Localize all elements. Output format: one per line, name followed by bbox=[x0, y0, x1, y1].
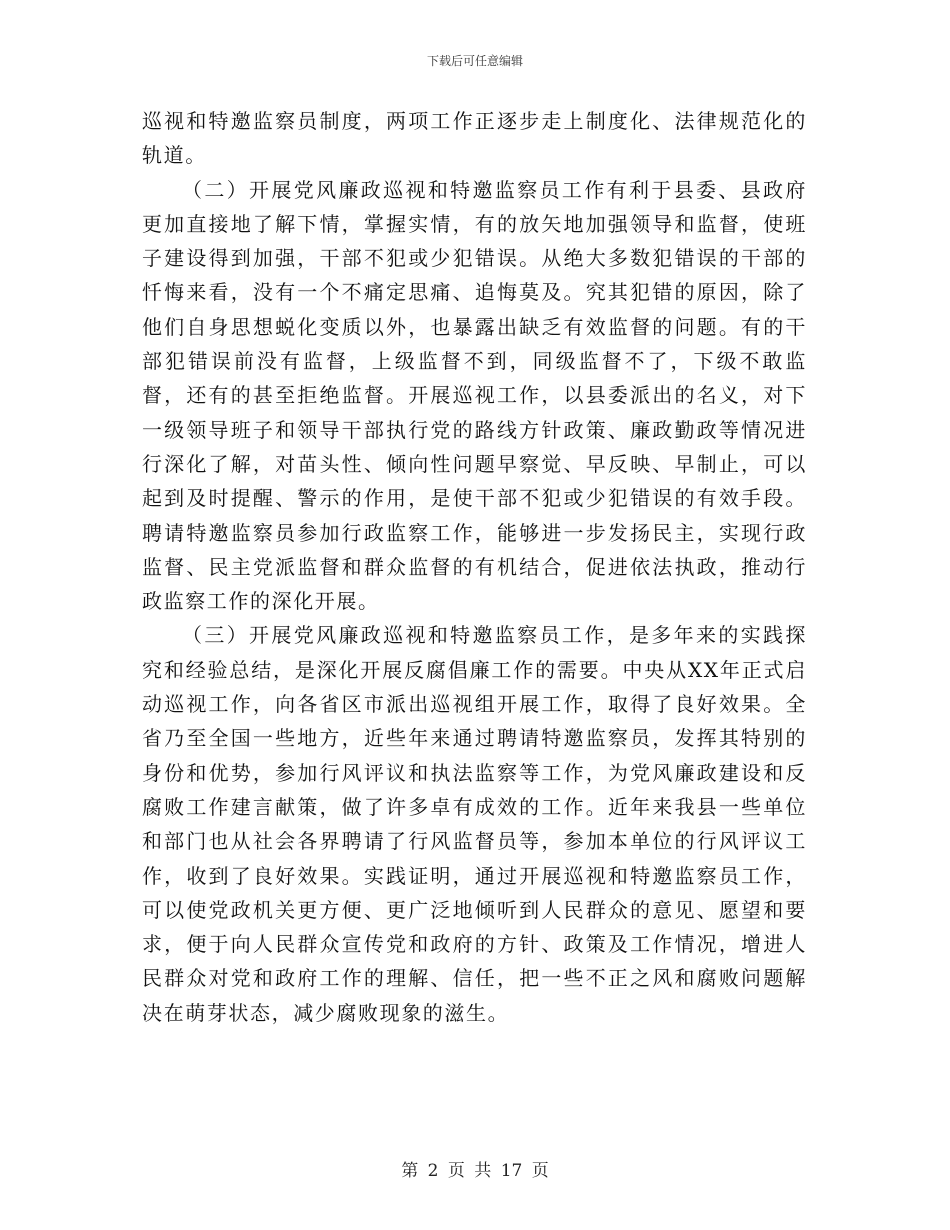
paragraph-continuation: 巡视和特邀监察员制度，两项工作正逐步走上制度化、法律规范化的轨道。 bbox=[142, 109, 807, 168]
page-header-note: 下载后可任意编辑 bbox=[426, 54, 523, 68]
document-body bbox=[142, 104, 807, 1030]
paragraph-section-2: （二）开展党风廉政巡视和特邀监察员工作有利于县委、县政府更加直接地了解下情，掌握实情，有的放矢地加强领导和监督，使班子建设得到加强，干部不犯或少犯错误。从绝大多数犯错误的干部的忏悔来看，没有一个不痛定思痛、追悔莫及。究其犯错的原因，除了他们自身思想蜕化变质以外，也暴露出缺乏有效监督的问题。有的干部犯错误前没有监督，上级监督不到，同级监督不了，下级不敢监督，还有的甚至拒绝监督。开展巡视工作，以县委派出的名义，对下一级领导班子和领导干部执行党的路线方针政策、廉政勤政等情况进行深化了解，对苗头性、倾向性问题早察觉、早反映、早制止，可以起到及时提醒、警示的作用，是使干部不犯或少犯错误的有效手段。聘请特邀监察员参加行政监察工作，能够进一步发扬民主，实现行政监督、民主党派监督和群众监督的有机结合，促进依法执政，推动行政监察工作的深化开展。 bbox=[142, 177, 807, 614]
page-number: 第 2 页 共 17 页 bbox=[401, 1161, 549, 1181]
paragraph-section-3: （三）开展党风廉政巡视和特邀监察员工作，是多年来的实践探究和经验总结，是深化开展反腐倡廉工作的需要。中央从XX年正式启动巡视工作，向各省区市派出巡视组开展工作，取得了良好效果。全省乃至全国一些地方，近些年来通过聘请特邀监察员，发挥其特别的身份和优势，参加行风评议和执法监察等工作，为党风廉政建设和反腐败工作建言献策，做了许多卓有成效的工作。近年来我县一些单位和部门也从社会各界聘请了行风监督员等，参加本单位的行风评议工作，收到了良好效果。实践证明，通过开展巡视和特邀监察员工作，可以使党政机关更方便、更广泛地倾听到人民群众的意见、愿望和要求，便于向人民群众宣传党和政府的方针、政策及工作情况，增进人民群众对党和政府工作的理解、信任，把一些不正之风和腐败问题解决在萌芽状态，减少腐败现象的滋生。 bbox=[142, 623, 807, 1025]
